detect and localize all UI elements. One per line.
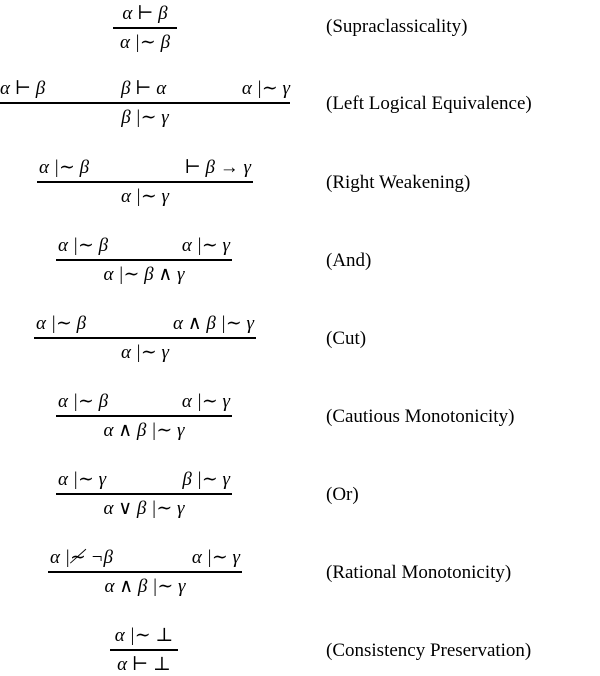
conclusion: α ⊢ ⊥ xyxy=(117,654,171,675)
conclusion: α |∼ β ∧ γ xyxy=(103,264,185,285)
premise: α |∼ β xyxy=(58,235,109,256)
conclusion: α |∼ β xyxy=(119,32,171,53)
inference-fraction xyxy=(56,469,232,520)
conclusion: α ∧ β |∼ γ xyxy=(103,420,185,441)
premise: α |∼ γ xyxy=(241,78,290,99)
premises xyxy=(37,157,253,179)
premises xyxy=(34,313,256,335)
premise: β |∼ γ xyxy=(182,469,230,490)
conclusion: α |∼ γ xyxy=(120,186,170,207)
premise: β ⊢ α xyxy=(120,78,167,99)
rule-label: (Rational Monotonicity) xyxy=(326,562,512,583)
conclusion: α |∼ γ xyxy=(120,342,170,363)
inference-fraction xyxy=(56,391,232,442)
inference-fraction xyxy=(0,78,290,129)
conclusion: α ∨ β |∼ γ xyxy=(103,498,185,519)
premises xyxy=(56,391,232,413)
inference-line xyxy=(34,337,256,339)
inference-line xyxy=(37,181,253,183)
inference-fraction xyxy=(37,157,253,208)
inference-line xyxy=(56,493,232,495)
premise: α ⊢ β xyxy=(0,78,46,99)
inference-line xyxy=(0,102,290,104)
premise: α |∼ β xyxy=(36,313,87,334)
inference-line xyxy=(56,415,232,417)
premise: α |∼ ⊥ xyxy=(114,625,174,646)
inference-line xyxy=(110,649,178,651)
rule-label: (Cut) xyxy=(326,328,367,349)
inference-fraction xyxy=(34,313,256,364)
premise: α |∼ γ xyxy=(58,469,107,490)
premises xyxy=(0,78,290,100)
conclusion: α ∧ β |∼ γ xyxy=(104,576,186,597)
premise: α ∧ β |∼ γ xyxy=(173,313,254,334)
conclusion: β |∼ γ xyxy=(121,107,169,128)
rule-label: (Supraclassicality) xyxy=(326,16,468,37)
premises xyxy=(56,469,232,491)
premise: α |∼ β xyxy=(39,157,90,178)
rule-label: (Or) xyxy=(326,484,359,505)
premise: α ⊢ β xyxy=(122,3,168,24)
premise: α |∼ γ xyxy=(181,235,230,256)
rule-label: (Consistency Preservation) xyxy=(326,640,532,661)
rule-label: (And) xyxy=(326,250,372,271)
premises xyxy=(48,547,242,569)
premise: ⊢ β → γ xyxy=(184,157,251,178)
premise: α |∼ β xyxy=(58,391,109,412)
inference-fraction xyxy=(110,625,178,676)
rule-label: (Cautious Monotonicity) xyxy=(326,406,515,427)
premises xyxy=(110,625,178,647)
inference-line xyxy=(113,27,177,29)
inference-line xyxy=(48,571,242,573)
inference-line xyxy=(56,259,232,261)
inference-fraction xyxy=(48,547,242,598)
rule-label: (Right Weakening) xyxy=(326,172,471,193)
inference-fraction xyxy=(56,235,232,286)
rule-label: (Left Logical Equivalence) xyxy=(326,93,532,114)
premise: α |∼ γ xyxy=(181,391,230,412)
premises xyxy=(56,235,232,257)
premises xyxy=(113,3,177,25)
premise: α |≁ ¬β xyxy=(50,547,113,568)
premise: α |∼ γ xyxy=(191,547,240,568)
inference-fraction xyxy=(113,3,177,54)
